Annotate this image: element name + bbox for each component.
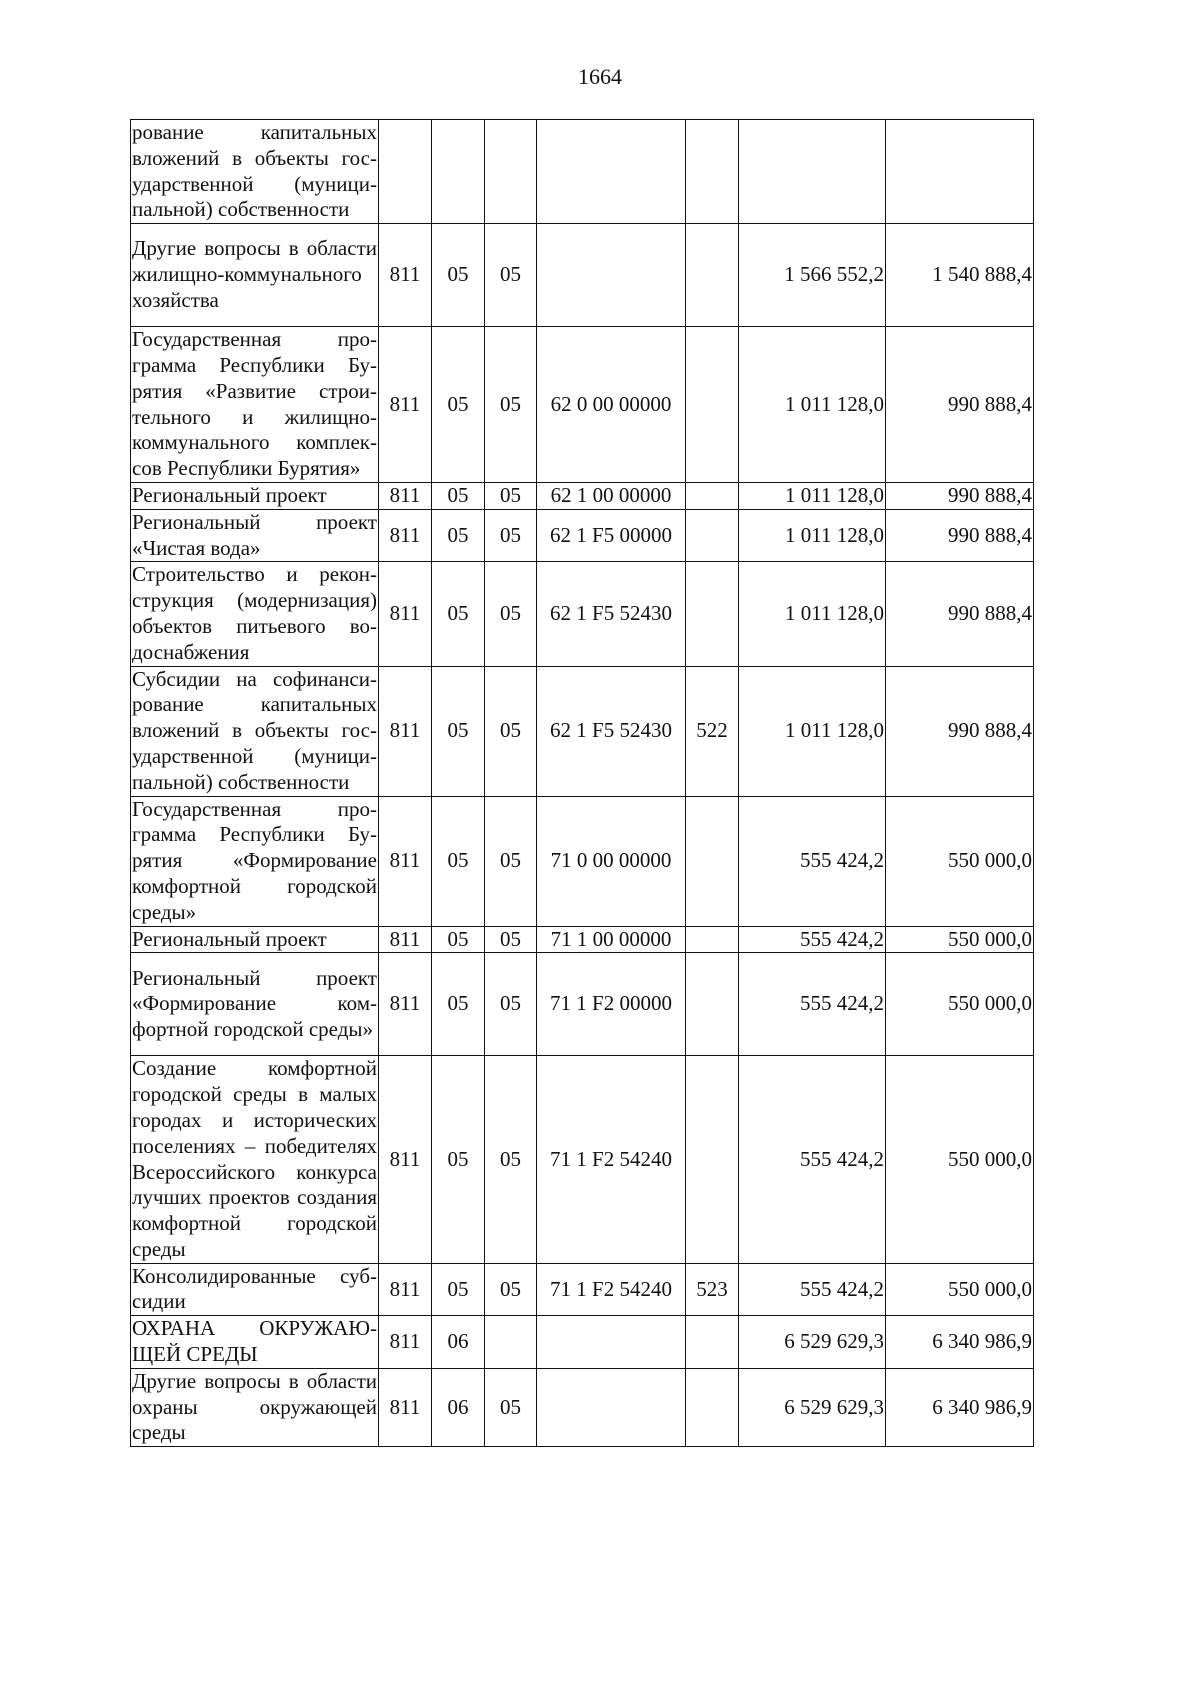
- target-article-cell: 62 1 F5 52430: [537, 666, 686, 796]
- ministry-code-cell: 811: [379, 1368, 432, 1446]
- subsection-cell: 05: [485, 1263, 537, 1316]
- item-name-cell: рование капитальных вложений в объекты государственной (муниципальной) собственности: [131, 120, 379, 224]
- amount-year2-cell: [886, 120, 1034, 224]
- target-article-cell: [537, 1316, 686, 1369]
- amount-year1-cell: 1 011 128,0: [739, 509, 886, 562]
- section-cell: 05: [432, 953, 485, 1056]
- amount-year1-cell: 555 424,2: [739, 1056, 886, 1263]
- expense-type-cell: [686, 1368, 739, 1446]
- target-article-cell: 62 1 00 00000: [537, 482, 686, 509]
- item-name-cell: Государственная программа Республики Бурятия «Развитие строительного и жилищно-коммунального комплексов Республики Бурятия»: [131, 327, 379, 483]
- expense-type-cell: [686, 224, 739, 327]
- table-row: [131, 1263, 1034, 1316]
- section-cell: [432, 120, 485, 224]
- ministry-code-cell: 811: [379, 1263, 432, 1316]
- table-row: [131, 562, 1034, 666]
- amount-year1-cell: 6 529 629,3: [739, 1368, 886, 1446]
- item-name-cell: Региональный проект: [131, 482, 379, 509]
- item-name-cell: Региональный проект «Формирование комфортной городской среды»: [131, 953, 379, 1056]
- expense-type-cell: [686, 796, 739, 926]
- item-name-cell: Другие вопросы в области жилищно-коммунального хозяйства: [131, 224, 379, 327]
- amount-year2-cell: 550 000,0: [886, 926, 1034, 953]
- item-name-cell: Государственная программа Республики Бурятия «Формирование комфортной городской среды»: [131, 796, 379, 926]
- target-article-cell: [537, 1368, 686, 1446]
- table-row: [131, 953, 1034, 1056]
- table-row: [131, 1368, 1034, 1446]
- target-article-cell: [537, 224, 686, 327]
- target-article-cell: 62 1 F5 52430: [537, 562, 686, 666]
- target-article-cell: 71 0 00 00000: [537, 796, 686, 926]
- section-cell: 05: [432, 1056, 485, 1263]
- expense-type-cell: [686, 926, 739, 953]
- amount-year2-cell: 990 888,4: [886, 666, 1034, 796]
- target-article-cell: 71 1 F2 00000: [537, 953, 686, 1056]
- amount-year2-cell: 550 000,0: [886, 1263, 1034, 1316]
- expense-type-cell: [686, 1316, 739, 1369]
- amount-year2-cell: 990 888,4: [886, 327, 1034, 483]
- expense-type-cell: [686, 120, 739, 224]
- budget-table: [130, 119, 1034, 1447]
- target-article-cell: 71 1 F2 54240: [537, 1056, 686, 1263]
- amount-year1-cell: 555 424,2: [739, 1263, 886, 1316]
- expense-type-cell: [686, 562, 739, 666]
- target-article-cell: [537, 120, 686, 224]
- subsection-cell: 05: [485, 1056, 537, 1263]
- table-row: [131, 796, 1034, 926]
- amount-year1-cell: 555 424,2: [739, 926, 886, 953]
- table-row: [131, 1316, 1034, 1369]
- target-article-cell: 62 1 F5 00000: [537, 509, 686, 562]
- amount-year2-cell: 550 000,0: [886, 796, 1034, 926]
- section-cell: 05: [432, 509, 485, 562]
- page-number: 1664: [578, 64, 622, 89]
- ministry-code-cell: 811: [379, 482, 432, 509]
- section-cell: 05: [432, 482, 485, 509]
- expense-type-cell: [686, 327, 739, 483]
- amount-year1-cell: 555 424,2: [739, 953, 886, 1056]
- amount-year2-cell: 990 888,4: [886, 509, 1034, 562]
- table-row: [131, 224, 1034, 327]
- section-cell: 05: [432, 666, 485, 796]
- amount-year2-cell: 550 000,0: [886, 953, 1034, 1056]
- target-article-cell: 71 1 F2 54240: [537, 1263, 686, 1316]
- item-name-cell: ОХРАНА ОКРУЖАЮЩЕЙ СРЕДЫ: [131, 1316, 379, 1369]
- expense-type-cell: [686, 509, 739, 562]
- expense-type-cell: 523: [686, 1263, 739, 1316]
- expense-type-cell: [686, 953, 739, 1056]
- amount-year1-cell: 555 424,2: [739, 796, 886, 926]
- amount-year1-cell: 1 011 128,0: [739, 666, 886, 796]
- subsection-cell: 05: [485, 482, 537, 509]
- subsection-cell: 05: [485, 926, 537, 953]
- amount-year1-cell: 1 011 128,0: [739, 562, 886, 666]
- table-row: [131, 1056, 1034, 1263]
- ministry-code-cell: 811: [379, 327, 432, 483]
- ministry-code-cell: 811: [379, 953, 432, 1056]
- ministry-code-cell: 811: [379, 796, 432, 926]
- table-row: [131, 327, 1034, 483]
- expense-type-cell: [686, 1056, 739, 1263]
- amount-year2-cell: 550 000,0: [886, 1056, 1034, 1263]
- item-name-cell: Консолидированные субсидии: [131, 1263, 379, 1316]
- ministry-code-cell: 811: [379, 666, 432, 796]
- amount-year2-cell: 1 540 888,4: [886, 224, 1034, 327]
- expense-type-cell: [686, 482, 739, 509]
- table-row: [131, 926, 1034, 953]
- subsection-cell: 05: [485, 1368, 537, 1446]
- ministry-code-cell: 811: [379, 1316, 432, 1369]
- section-cell: 05: [432, 224, 485, 327]
- subsection-cell: 05: [485, 509, 537, 562]
- subsection-cell: 05: [485, 224, 537, 327]
- amount-year1-cell: 1 011 128,0: [739, 482, 886, 509]
- amount-year2-cell: 6 340 986,9: [886, 1316, 1034, 1369]
- section-cell: 05: [432, 926, 485, 953]
- section-cell: 05: [432, 1263, 485, 1316]
- amount-year1-cell: 6 529 629,3: [739, 1316, 886, 1369]
- subsection-cell: 05: [485, 562, 537, 666]
- subsection-cell: 05: [485, 327, 537, 483]
- table-row: [131, 482, 1034, 509]
- subsection-cell: 05: [485, 953, 537, 1056]
- table-row: [131, 120, 1034, 224]
- target-article-cell: 71 1 00 00000: [537, 926, 686, 953]
- item-name-cell: Другие вопросы в области охраны окружающей среды: [131, 1368, 379, 1446]
- item-name-cell: Региональный проект «Чистая вода»: [131, 509, 379, 562]
- ministry-code-cell: 811: [379, 926, 432, 953]
- section-cell: 05: [432, 562, 485, 666]
- ministry-code-cell: 811: [379, 562, 432, 666]
- amount-year2-cell: 990 888,4: [886, 562, 1034, 666]
- amount-year2-cell: 990 888,4: [886, 482, 1034, 509]
- section-cell: 06: [432, 1316, 485, 1369]
- amount-year1-cell: 1 566 552,2: [739, 224, 886, 327]
- amount-year2-cell: 6 340 986,9: [886, 1368, 1034, 1446]
- section-cell: 05: [432, 796, 485, 926]
- item-name-cell: Создание комфортной городской среды в малых городах и исторических поселениях – победителях Всероссийского конкурса лучших проектов создания комфортной городской среды: [131, 1056, 379, 1263]
- subsection-cell: 05: [485, 666, 537, 796]
- ministry-code-cell: 811: [379, 1056, 432, 1263]
- ministry-code-cell: 811: [379, 224, 432, 327]
- table-body: [131, 120, 1034, 1447]
- ministry-code-cell: 811: [379, 509, 432, 562]
- target-article-cell: 62 0 00 00000: [537, 327, 686, 483]
- table-row: [131, 509, 1034, 562]
- subsection-cell: 05: [485, 796, 537, 926]
- item-name-cell: Субсидии на софинансирование капитальных вложений в объекты государственной (муниципальной) собственности: [131, 666, 379, 796]
- amount-year1-cell: 1 011 128,0: [739, 327, 886, 483]
- section-cell: 06: [432, 1368, 485, 1446]
- table-row: [131, 666, 1034, 796]
- item-name-cell: Строительство и реконструкция (модернизация) объектов питьевого водоснабжения: [131, 562, 379, 666]
- amount-year1-cell: [739, 120, 886, 224]
- item-name-cell: Региональный проект: [131, 926, 379, 953]
- expense-type-cell: 522: [686, 666, 739, 796]
- ministry-code-cell: [379, 120, 432, 224]
- subsection-cell: [485, 120, 537, 224]
- subsection-cell: [485, 1316, 537, 1369]
- section-cell: 05: [432, 327, 485, 483]
